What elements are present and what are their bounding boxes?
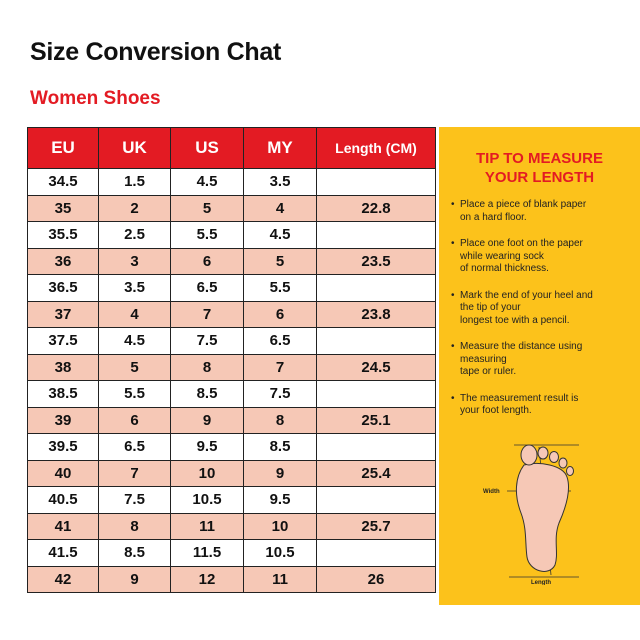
cell-uk: 7 [99, 460, 171, 487]
cell-eu: 36.5 [28, 275, 99, 302]
cell-length [317, 381, 436, 408]
cell-my: 10 [244, 513, 317, 540]
cell-length [317, 540, 436, 567]
tip-list [451, 199, 636, 432]
page-title: Size Conversion Chat [30, 38, 281, 66]
table-row [28, 566, 436, 593]
tip-title [439, 149, 640, 187]
table-row [28, 301, 436, 328]
bullet-icon: • [451, 392, 455, 404]
cell-eu: 35 [28, 195, 99, 222]
cell-us: 7 [171, 301, 244, 328]
table-row [28, 407, 436, 434]
table-row [28, 434, 436, 461]
cell-my: 6.5 [244, 328, 317, 355]
cell-uk: 5 [99, 354, 171, 381]
cell-eu: 39.5 [28, 434, 99, 461]
tip-item [451, 199, 636, 224]
table-row [28, 195, 436, 222]
cell-eu: 41 [28, 513, 99, 540]
cell-us: 5.5 [171, 222, 244, 249]
cell-eu: 34.5 [28, 169, 99, 196]
cell-length: 23.8 [317, 301, 436, 328]
tip-item [451, 238, 636, 276]
cell-my: 10.5 [244, 540, 317, 567]
cell-length [317, 328, 436, 355]
cell-my: 8.5 [244, 434, 317, 461]
cell-uk: 9 [99, 566, 171, 593]
cell-my: 11 [244, 566, 317, 593]
header-us: US [171, 128, 244, 169]
tip-line: Place a piece of blank paper [460, 199, 587, 210]
cell-uk: 2 [99, 195, 171, 222]
cell-uk: 3.5 [99, 275, 171, 302]
table-row [28, 169, 436, 196]
cell-us: 4.5 [171, 169, 244, 196]
cell-eu: 37.5 [28, 328, 99, 355]
cell-us: 10 [171, 460, 244, 487]
foot-outline-icon [479, 435, 629, 585]
tip-title-line-2: YOUR LENGTH [484, 169, 595, 186]
bullet-icon: • [451, 289, 455, 301]
table-row [28, 275, 436, 302]
cell-us: 9 [171, 407, 244, 434]
bullet-icon: • [451, 199, 455, 210]
cell-length: 25.4 [317, 460, 436, 487]
cell-us: 8.5 [171, 381, 244, 408]
cell-length: 23.5 [317, 248, 436, 275]
cell-us: 6.5 [171, 275, 244, 302]
cell-length: 26 [317, 566, 436, 593]
cell-us: 7.5 [171, 328, 244, 355]
cell-length [317, 169, 436, 196]
cell-length: 25.7 [317, 513, 436, 540]
tip-line: tape or ruler. [460, 366, 517, 377]
cell-uk: 8 [99, 513, 171, 540]
cell-uk: 5.5 [99, 381, 171, 408]
tip-line: longest toe with a pencil. [460, 314, 570, 326]
width-label: Width [483, 489, 500, 495]
cell-my: 4.5 [244, 222, 317, 249]
cell-eu: 42 [28, 566, 99, 593]
cell-my: 9 [244, 460, 317, 487]
table-row [28, 487, 436, 514]
tip-line: measuring [460, 353, 507, 365]
tip-item [451, 393, 636, 418]
cell-my: 8 [244, 407, 317, 434]
tip-line: the tip of your [460, 302, 521, 313]
big-toe-shape [521, 445, 537, 465]
cell-us: 8 [171, 354, 244, 381]
cell-my: 7.5 [244, 381, 317, 408]
cell-uk: 6.5 [99, 434, 171, 461]
cell-eu: 37 [28, 301, 99, 328]
size-conversion-table [27, 127, 436, 593]
tip-item [451, 290, 636, 328]
toe-shape [559, 458, 567, 468]
tip-line: of normal thickness. [460, 263, 549, 274]
cell-uk: 4 [99, 301, 171, 328]
cell-eu: 35.5 [28, 222, 99, 249]
table-row [28, 328, 436, 355]
header-eu: EU [28, 128, 99, 169]
tip-line: The measurement result is [460, 392, 579, 404]
cell-uk: 1.5 [99, 169, 171, 196]
bullet-icon: • [451, 238, 455, 249]
cell-us: 6 [171, 248, 244, 275]
cell-us: 11 [171, 513, 244, 540]
table-row [28, 248, 436, 275]
table-row [28, 540, 436, 567]
table-row [28, 513, 436, 540]
cell-my: 9.5 [244, 487, 317, 514]
header-uk: UK [99, 128, 171, 169]
tip-line: your foot length. [460, 405, 532, 416]
cell-uk: 3 [99, 248, 171, 275]
cell-us: 5 [171, 195, 244, 222]
cell-eu: 41.5 [28, 540, 99, 567]
page-subtitle: Women Shoes [30, 88, 161, 109]
tip-title-line-1: TIP TO MEASURE [476, 150, 603, 167]
table-header-row [28, 128, 436, 169]
header-length-cm: Length (CM) [317, 128, 436, 169]
cell-my: 5.5 [244, 275, 317, 302]
measure-tip-panel [439, 127, 640, 605]
cell-my: 5 [244, 248, 317, 275]
cell-my: 6 [244, 301, 317, 328]
length-label: Length [531, 580, 551, 585]
cell-uk: 4.5 [99, 328, 171, 355]
cell-length [317, 222, 436, 249]
cell-eu: 39 [28, 407, 99, 434]
cell-eu: 36 [28, 248, 99, 275]
toe-shape [538, 447, 548, 459]
table-row [28, 381, 436, 408]
cell-uk: 6 [99, 407, 171, 434]
table-row [28, 222, 436, 249]
bullet-icon: • [451, 341, 455, 352]
cell-length: 25.1 [317, 407, 436, 434]
cell-eu: 38 [28, 354, 99, 381]
cell-uk: 7.5 [99, 487, 171, 514]
cell-length [317, 434, 436, 461]
cell-length: 24.5 [317, 354, 436, 381]
cell-length: 22.8 [317, 195, 436, 222]
table-row [28, 354, 436, 381]
header-my: MY [244, 128, 317, 169]
toe-shape [567, 467, 574, 476]
foot-sole-shape [516, 464, 568, 572]
cell-my: 7 [244, 354, 317, 381]
cell-eu: 38.5 [28, 381, 99, 408]
cell-us: 12 [171, 566, 244, 593]
cell-length [317, 487, 436, 514]
cell-uk: 2.5 [99, 222, 171, 249]
tip-line: on a hard floor. [460, 211, 527, 223]
cell-us: 10.5 [171, 487, 244, 514]
cell-us: 9.5 [171, 434, 244, 461]
tip-line: Measure the distance using [460, 341, 583, 352]
tip-line: Mark the end of your heel and [460, 289, 593, 301]
tip-line: while wearing sock [460, 250, 544, 262]
cell-my: 3.5 [244, 169, 317, 196]
cell-length [317, 275, 436, 302]
cell-uk: 8.5 [99, 540, 171, 567]
toe-shape [550, 452, 559, 463]
tip-item [451, 341, 636, 379]
table-row [28, 460, 436, 487]
cell-eu: 40 [28, 460, 99, 487]
cell-my: 4 [244, 195, 317, 222]
cell-eu: 40.5 [28, 487, 99, 514]
cell-us: 11.5 [171, 540, 244, 567]
tip-line: Place one foot on the paper [460, 238, 583, 249]
